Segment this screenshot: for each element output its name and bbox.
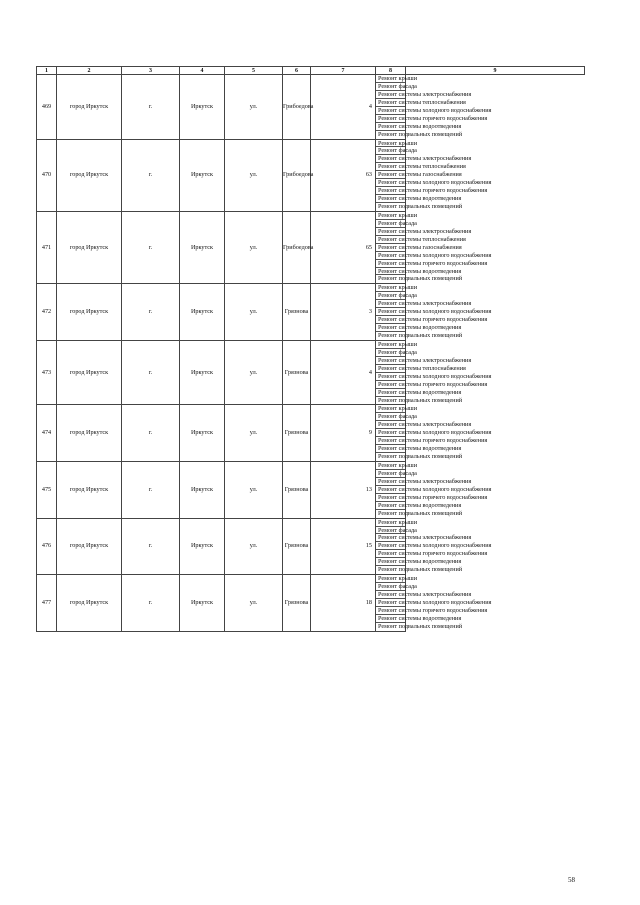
works-cell: [376, 518, 492, 575]
settlement-name-cell: Иркутск: [180, 139, 225, 211]
col-header: 8: [376, 67, 406, 75]
work-item: Ремонт системы холодного водоснабжения: [378, 251, 492, 259]
street-name-cell: Грязнова: [283, 462, 311, 519]
work-item: Ремонт подвальных помещений: [378, 130, 463, 138]
work-item: Ремонт системы электроснабжения: [378, 421, 472, 429]
settlement-type-cell: г.: [122, 139, 180, 211]
row-number: 476: [37, 518, 57, 575]
work-item: Ремонт системы теплоснабжения: [378, 235, 466, 243]
work-item: Ремонт системы горячего водоснабжения: [378, 259, 488, 267]
settlement-type-cell: г.: [122, 575, 180, 632]
table-row: [37, 139, 585, 211]
table-row: [37, 575, 585, 632]
work-item: Ремонт системы электроснабжения: [378, 591, 472, 598]
row-number: 469: [37, 75, 57, 140]
work-item: Ремонт системы холодного водоснабжения: [378, 598, 492, 606]
work-item: Ремонт крыши: [378, 575, 418, 583]
work-item: Ремонт системы водоотведения: [378, 558, 462, 566]
work-item: Ремонт системы теплоснабжения: [378, 163, 466, 171]
row-number: 472: [37, 284, 57, 341]
street-name-cell: Грязнова: [283, 340, 311, 405]
work-item: Ремонт системы горячего водоснабжения: [378, 316, 488, 324]
work-item: Ремонт подвальных помещений: [378, 622, 463, 630]
work-item: Ремонт системы холодного водоснабжения: [378, 179, 492, 187]
work-item: Ремонт крыши: [378, 75, 418, 82]
work-item: Ремонт системы электроснабжения: [378, 227, 472, 235]
works-cell: [376, 405, 492, 462]
work-item: Ремонт подвальных помещений: [378, 453, 463, 461]
settlement-name-cell: Иркутск: [180, 462, 225, 519]
work-item: Ремонт системы холодного водоснабжения: [378, 429, 492, 437]
work-item: Ремонт системы водоотведения: [378, 501, 462, 509]
work-item: Ремонт фасада: [378, 292, 417, 300]
repair-table: [36, 66, 585, 632]
work-item: Ремонт подвальных помещений: [378, 509, 463, 517]
row-number: 473: [37, 340, 57, 405]
table-row: [37, 405, 585, 462]
table-row: [37, 284, 585, 341]
work-item: Ремонт системы электроснабжения: [378, 477, 472, 485]
work-item: Ремонт системы горячего водоснабжения: [378, 114, 488, 122]
work-item: Ремонт системы электроснабжения: [378, 300, 472, 308]
work-item: Ремонт системы горячего водоснабжения: [378, 493, 488, 501]
house-number-cell: 13: [311, 462, 376, 519]
work-item: Ремонт системы горячего водоснабжения: [378, 380, 488, 388]
work-item: Ремонт системы электроснабжения: [378, 356, 472, 364]
works-cell: [376, 462, 492, 519]
work-item: Ремонт подвальных помещений: [378, 396, 463, 404]
house-number-cell: 9: [311, 405, 376, 462]
municipality-cell: город Иркутск: [57, 75, 122, 140]
work-item: Ремонт системы водоотведения: [378, 388, 462, 396]
work-item: Ремонт крыши: [378, 284, 418, 292]
municipality-cell: город Иркутск: [57, 462, 122, 519]
street-name-cell: Грязнова: [283, 284, 311, 341]
row-number: 471: [37, 211, 57, 283]
street-name-cell: Грязнова: [283, 405, 311, 462]
street-name-cell: Грязнова: [283, 518, 311, 575]
work-item: Ремонт системы водоотведения: [378, 122, 462, 130]
settlement-type-cell: г.: [122, 284, 180, 341]
work-item: Ремонт системы горячего водоснабжения: [378, 437, 488, 445]
work-item: Ремонт системы холодного водоснабжения: [378, 485, 492, 493]
col-header: 4: [180, 67, 225, 75]
work-item: Ремонт системы водоотведения: [378, 324, 462, 332]
municipality-cell: город Иркутск: [57, 575, 122, 632]
col-header: 7: [311, 67, 376, 75]
table-row: [37, 75, 585, 140]
house-number-cell: 15: [311, 518, 376, 575]
work-item: Ремонт фасада: [378, 413, 417, 421]
work-item: Ремонт фасада: [378, 82, 417, 90]
municipality-cell: город Иркутск: [57, 405, 122, 462]
settlement-type-cell: г.: [122, 211, 180, 283]
works-cell: [376, 75, 492, 140]
work-item: Ремонт подвальных помещений: [378, 332, 463, 339]
house-number-cell: 4: [311, 340, 376, 405]
works-cell: [376, 284, 492, 341]
settlement-name-cell: Иркутск: [180, 284, 225, 341]
work-item: Ремонт системы газоснабжения: [378, 171, 462, 179]
work-item: Ремонт системы водоотведения: [378, 195, 462, 203]
street-name-cell: Грибоедова: [283, 139, 311, 211]
street-name-cell: Грязнова: [283, 575, 311, 632]
municipality-cell: город Иркутск: [57, 211, 122, 283]
work-item: Ремонт системы холодного водоснабжения: [378, 372, 492, 380]
table-row: [37, 211, 585, 283]
work-item: Ремонт подвальных помещений: [378, 203, 463, 210]
house-number-cell: 3: [311, 284, 376, 341]
work-item: Ремонт крыши: [378, 139, 418, 147]
house-number-cell: 63: [311, 139, 376, 211]
settlement-name-cell: Иркутск: [180, 340, 225, 405]
work-item: Ремонт системы электроснабжения: [378, 90, 472, 98]
row-number: 474: [37, 405, 57, 462]
work-item: Ремонт системы горячего водоснабжения: [378, 550, 488, 558]
table-body: [37, 75, 585, 632]
settlement-name-cell: Иркутск: [180, 518, 225, 575]
work-item: Ремонт фасада: [378, 526, 417, 534]
work-item: Ремонт системы водоотведения: [378, 614, 462, 622]
municipality-cell: город Иркутск: [57, 284, 122, 341]
street-type-cell: ул.: [225, 139, 283, 211]
page-number: 58: [568, 876, 575, 884]
works-cell: [376, 340, 492, 405]
work-item: Ремонт крыши: [378, 211, 418, 219]
settlement-type-cell: г.: [122, 518, 180, 575]
col-header: 2: [57, 67, 122, 75]
work-item: Ремонт фасада: [378, 348, 417, 356]
work-item: Ремонт системы холодного водоснабжения: [378, 542, 492, 550]
works-cell: [376, 139, 492, 211]
work-item: Ремонт системы водоотведения: [378, 267, 462, 275]
work-item: Ремонт системы холодного водоснабжения: [378, 106, 492, 114]
settlement-name-cell: Иркутск: [180, 211, 225, 283]
col-header: 3: [122, 67, 180, 75]
work-item: Ремонт фасада: [378, 583, 417, 591]
street-type-cell: ул.: [225, 405, 283, 462]
settlement-name-cell: Иркутск: [180, 75, 225, 140]
settlement-type-cell: г.: [122, 340, 180, 405]
settlement-type-cell: г.: [122, 462, 180, 519]
street-name-cell: Грибоедова: [283, 211, 311, 283]
street-type-cell: ул.: [225, 575, 283, 632]
street-type-cell: ул.: [225, 340, 283, 405]
work-item: Ремонт системы электроснабжения: [378, 534, 472, 542]
work-item: Ремонт системы газоснабжения: [378, 243, 462, 251]
work-item: Ремонт крыши: [378, 462, 418, 469]
work-item: Ремонт подвальных помещений: [378, 275, 463, 283]
work-item: Ремонт фасада: [378, 147, 417, 155]
street-type-cell: ул.: [225, 211, 283, 283]
house-number-cell: 4: [311, 75, 376, 140]
work-item: Ремонт системы теплоснабжения: [378, 98, 466, 106]
row-number: 475: [37, 462, 57, 519]
house-number-cell: 18: [311, 575, 376, 632]
work-item: Ремонт фасада: [378, 469, 417, 477]
work-item: Ремонт системы холодного водоснабжения: [378, 308, 492, 316]
street-type-cell: ул.: [225, 284, 283, 341]
settlement-name-cell: Иркутск: [180, 405, 225, 462]
work-item: Ремонт фасада: [378, 219, 417, 227]
work-item: Ремонт системы электроснабжения: [378, 155, 472, 163]
settlement-name-cell: Иркутск: [180, 575, 225, 632]
header-row: [37, 67, 585, 75]
table-row: [37, 462, 585, 519]
work-item: Ремонт системы водоотведения: [378, 445, 462, 453]
col-header: 9: [406, 67, 585, 75]
municipality-cell: город Иркутск: [57, 518, 122, 575]
work-item: Ремонт крыши: [378, 405, 418, 413]
street-type-cell: ул.: [225, 75, 283, 140]
settlement-type-cell: г.: [122, 405, 180, 462]
row-number: 477: [37, 575, 57, 632]
col-header: 1: [37, 67, 57, 75]
work-item: Ремонт крыши: [378, 340, 418, 348]
works-cell: [376, 575, 492, 632]
col-header: 5: [225, 67, 283, 75]
table-row: [37, 518, 585, 575]
settlement-type-cell: г.: [122, 75, 180, 140]
row-number: 470: [37, 139, 57, 211]
work-item: Ремонт подвальных помещений: [378, 566, 463, 574]
street-type-cell: ул.: [225, 462, 283, 519]
street-type-cell: ул.: [225, 518, 283, 575]
street-name-cell: Грибоедова: [283, 75, 311, 140]
house-number-cell: 65: [311, 211, 376, 283]
work-item: Ремонт крыши: [378, 518, 418, 526]
municipality-cell: город Иркутск: [57, 139, 122, 211]
works-cell: [376, 211, 492, 283]
municipality-cell: город Иркутск: [57, 340, 122, 405]
table-row: [37, 340, 585, 405]
work-item: Ремонт системы горячего водоснабжения: [378, 606, 488, 614]
work-item: Ремонт системы горячего водоснабжения: [378, 187, 488, 195]
work-item: Ремонт системы теплоснабжения: [378, 364, 466, 372]
col-header: 6: [283, 67, 311, 75]
